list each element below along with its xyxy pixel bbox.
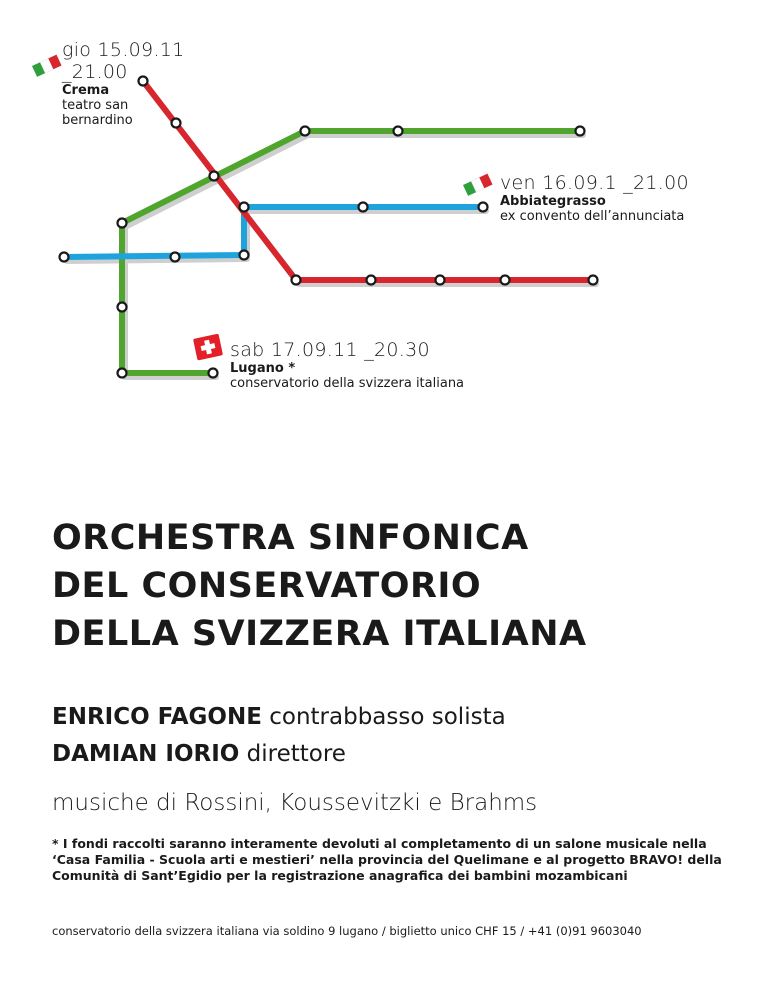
station [171, 253, 180, 262]
event-city: Crema [62, 82, 110, 98]
event-city: Lugano * [230, 360, 296, 376]
station-lugano [209, 369, 218, 378]
station [301, 127, 310, 136]
station [292, 276, 301, 285]
title-line: DEL CONSERVATORIO [52, 566, 482, 606]
station [60, 253, 69, 262]
event-venue: teatro san [62, 97, 129, 113]
station [589, 276, 598, 285]
station [436, 276, 445, 285]
italy-flag-icon [32, 55, 62, 77]
event-venue: conservatorio della svizzera italiana [230, 375, 465, 391]
event-venue: ex convento dell’annunciata [500, 208, 685, 224]
performer-role: direttore [239, 741, 346, 767]
station [367, 276, 376, 285]
fundraising-note: * I fondi raccolti saranno interamente devoluti al completamento di un salone musicale nella ‘Casa Familia - Scuola arti e mestieri’ nella provincia del Quelimane e al progetto BRAVO! della Comunità di Sant’Egidio per la registrazione anagrafica dei bambini mozambicani [52, 836, 722, 883]
station [394, 127, 403, 136]
swiss-flag-icon [193, 334, 223, 361]
footer-info: conservatorio della svizzera italiana via soldino 9 lugano / biglietto unico CHF 15 / +41 (0)91 9603040 [52, 924, 642, 938]
green-line [122, 131, 580, 373]
page-title [52, 514, 587, 658]
event-date: sab 17.09.11 _20.30 [230, 339, 430, 361]
performer-conductor [52, 741, 346, 767]
station [210, 172, 219, 181]
event-lugano [230, 340, 550, 392]
program-composers: musiche di Rossini, Koussevitzki e Brahms [52, 790, 538, 816]
event-date: ven 16.09.1 _21.00 [500, 172, 689, 194]
performer-name: ENRICO FAGONE [52, 704, 262, 730]
title-line: DELLA SVIZZERA ITALIANA [52, 614, 587, 654]
performer-soloist [52, 704, 506, 730]
station [118, 219, 127, 228]
station [359, 203, 368, 212]
station-abbiategrasso [479, 203, 488, 212]
event-crema [62, 40, 202, 129]
station [240, 203, 249, 212]
station [501, 276, 510, 285]
station [118, 369, 127, 378]
italy-flag-icon [463, 174, 493, 196]
station [576, 127, 585, 136]
event-city: Abbiategrasso [500, 193, 606, 209]
performer-role: contrabbasso solista [261, 704, 506, 730]
event-abbiategrasso [500, 173, 760, 225]
station [118, 303, 127, 312]
title-line: ORCHESTRA SINFONICA [52, 518, 529, 558]
station [240, 251, 249, 260]
event-date: gio 15.09.11 _21.00 [62, 39, 185, 83]
event-venue: bernardino [62, 112, 133, 128]
performer-name: DAMIAN IORIO [52, 741, 240, 767]
